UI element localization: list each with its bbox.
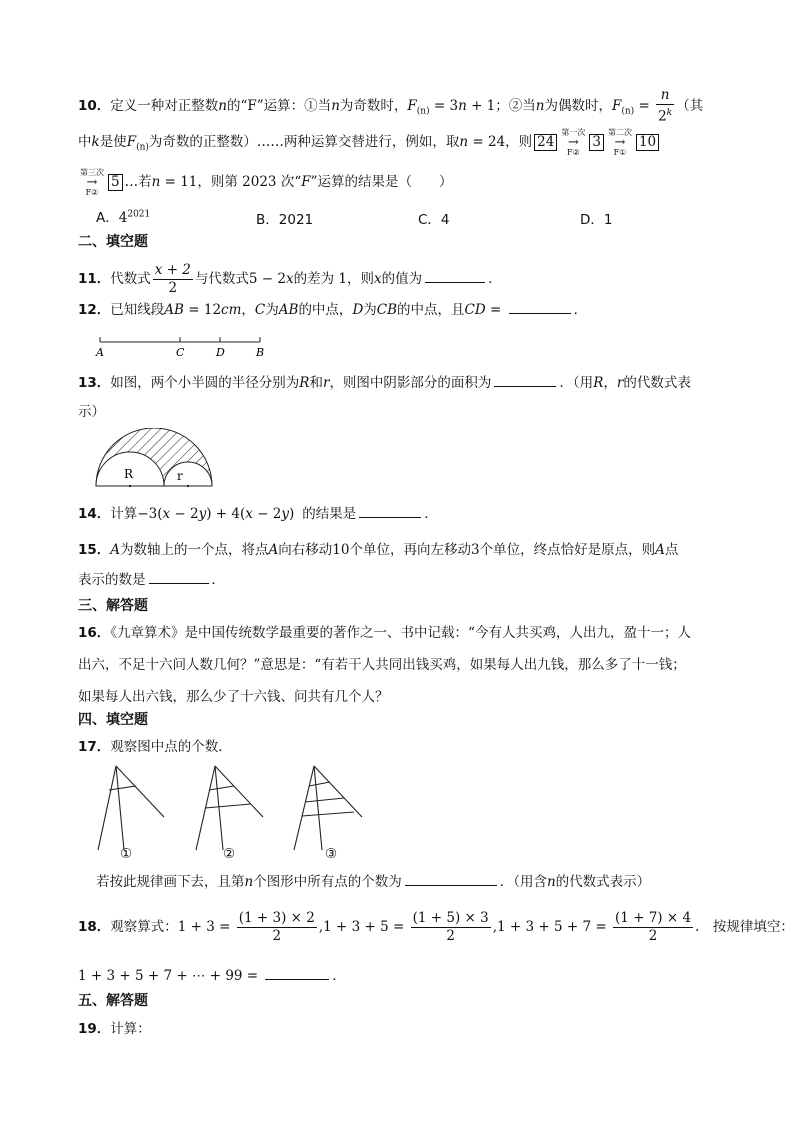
q13-answer-blank xyxy=(494,385,556,387)
fraction-n-over-2k: $\frac{n}{2^k}$ xyxy=(658,87,673,125)
q14-answer-blank xyxy=(359,516,421,518)
q10-option-b: B．2021 xyxy=(256,212,314,228)
q12-segment-figure xyxy=(88,332,278,360)
q15-answer-blank xyxy=(149,582,209,584)
section-heading-answer-1: 三、解答题 xyxy=(78,598,148,614)
chain-box-4: 5 xyxy=(108,174,123,191)
q17-figure-labels: ① ② ③ xyxy=(120,846,338,862)
q17-figure-2 xyxy=(196,766,263,850)
fraction-3: $\frac{(1 + 7) \times 4}{2}$ xyxy=(614,910,692,944)
fraction-2: $\frac{(1 + 5) \times 3}{2}$ xyxy=(412,910,489,944)
section-heading-fill-blank: 二、填空题 xyxy=(78,234,148,250)
q15-line1: 15．A为数轴上的一个点，将点A向右移动10个单位，再向左移动3个单位，终点恰好是原点，则A点 xyxy=(78,542,679,558)
q10-line1: 10．定义一种对正整数n的“F”运算：①当n为奇数时，$F_{(n)} = 3n + 1$；②当n为偶数时，$F_{(n)}$ = $\frac{n}{2^k}$ （其 xyxy=(78,87,704,125)
chain-arrow-1: 第一次 → F② xyxy=(561,128,586,157)
q10-line3: 第三次 → F② 5 …若n = 11，则第 2023 次“F”运算的结果是（ ） xyxy=(80,168,453,197)
q10-option-c: C．4 xyxy=(418,212,450,228)
q10-option-a: A．$4^{2021}$ xyxy=(96,209,151,226)
label-c: C xyxy=(176,346,185,359)
q16-line1: 16．《九章算术》是中国传统数学最重要的著作之一、书中记载：“今有人共买鸡，人出九，盈十一；人 xyxy=(78,625,691,641)
q12-answer-blank xyxy=(509,312,571,314)
chain-arrow-3: 第三次 → F② xyxy=(80,168,104,197)
q17-question: 若按此规律画下去，且第n个图形中所有点的个数为 ．（用含n的代数式表示） xyxy=(96,874,651,890)
q10-line2: 中k是使$F_{(n)}$为奇数的正整数）……两种运算交替进行，例如，取n = 24，则 24 第一次 → F② 3 第二次 → F① 10 xyxy=(78,128,661,158)
section-heading-answer-2: 五、解答题 xyxy=(78,993,148,1009)
q18-line1: 18．观察算式：1 + 3 = $\frac{(1 + 3) \times 2}{2}$ ,1 + 3 + 5 = $\frac{(1 + 5) \times 3}{2}$ ,1 + 3 + 5 + 7 = $\frac{(1 + 7) \times 4}{2}$ . 按规律填空： xyxy=(78,910,794,944)
q19: 19．计算： xyxy=(78,1021,151,1037)
chain-box-3: 10 xyxy=(636,134,659,151)
q17-figure-3 xyxy=(294,766,362,850)
q15-line2: 表示的数是 ． xyxy=(78,572,225,588)
chain-arrow-2: 第二次 → F① xyxy=(607,128,632,157)
chain-box-2: 3 xyxy=(589,134,604,151)
q16-line3: 如果每人出六钱，那么少了十六钱、问共有几个人？ xyxy=(78,689,389,705)
q13-line1: 13．如图，两个小半圆的半径分别为R和r，则图中阴影部分的面积为 ．（用R，r的代数式表 xyxy=(78,375,691,391)
q17: 17．观察图中点的个数． xyxy=(78,739,232,755)
label-d: D xyxy=(216,346,225,359)
q18-line2: 1 + 3 + 5 + 7 + ⋯ + 99 = ． xyxy=(78,968,346,984)
q12: 12．已知线段AB = 12cm，C为AB的中点，D为CB的中点，且CD = ． xyxy=(78,302,588,318)
label-b: B xyxy=(256,346,265,359)
label-r-big: R xyxy=(124,467,134,481)
q13-line2: 示） xyxy=(78,404,105,420)
q16-line2: 出六，不足十六问人数几何？”意思是：“有若干人共同出钱买鸡，如果每人出九钱，那么多了十一钱； xyxy=(78,657,686,673)
q13-semicircle-figure xyxy=(92,428,218,492)
q18-answer-blank xyxy=(265,978,329,980)
q11-answer-blank xyxy=(425,281,485,283)
fraction-x-plus-2-over-2: $\frac{x + 2}{2}$ xyxy=(154,262,191,296)
chain-box-1: 24 xyxy=(534,134,557,151)
q11: 11．代数式 $\frac{x + 2}{2}$ 与代数式5 − 2x的差为 1，则x的值为 ． xyxy=(78,262,502,296)
q17-answer-blank xyxy=(405,884,497,886)
label-a: A xyxy=(96,346,104,359)
label-r-small: r xyxy=(177,469,183,483)
section-heading-fill-blank-2: 四、填空题 xyxy=(78,712,148,728)
q17-figure-1 xyxy=(98,766,164,850)
q14: 14．计算−3(x − 2y) + 4(x − 2y) 的结果是 ． xyxy=(78,506,438,522)
fraction-1: $\frac{(1 + 3) \times 2}{2}$ xyxy=(238,910,315,944)
q10-option-d: D．1 xyxy=(580,212,613,228)
